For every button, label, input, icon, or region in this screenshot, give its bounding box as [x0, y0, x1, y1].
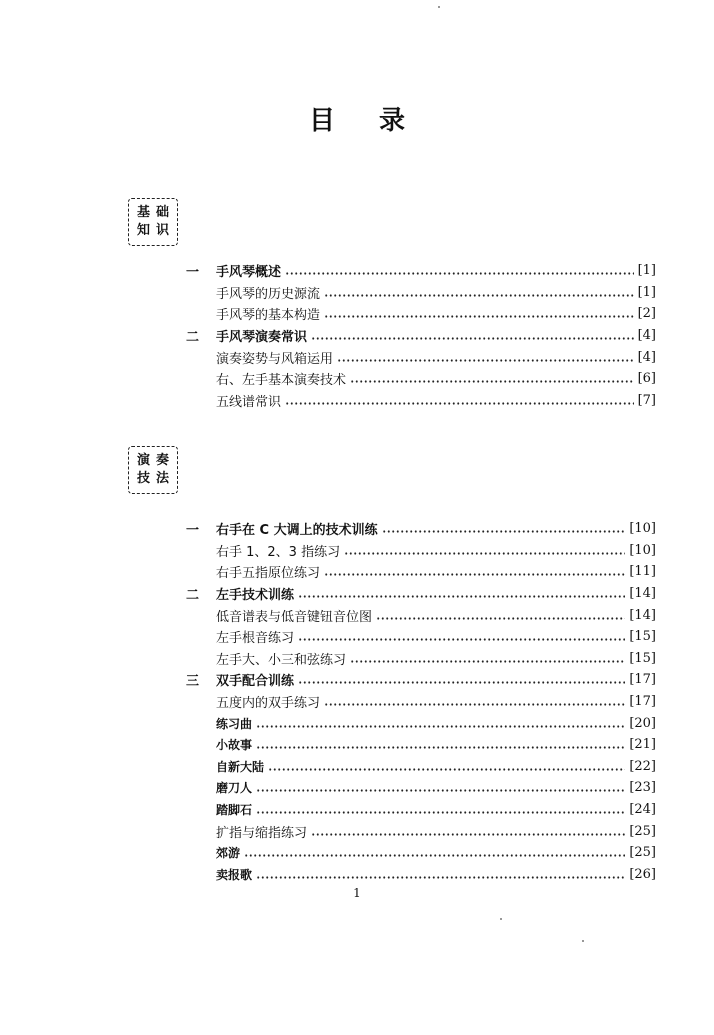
toc-page-number: [1] [637, 284, 656, 300]
toc-entry-row [186, 734, 656, 756]
toc-page-number: [14] [629, 607, 656, 623]
toc-entry-title: 右手在 C 大调上的技术训练 [216, 523, 378, 539]
dot-leader [382, 530, 626, 533]
page-number: 1 [353, 886, 361, 900]
toc-entry-row [186, 626, 656, 648]
dot-leader [298, 638, 625, 641]
toc-page-number: [25] [629, 823, 656, 839]
section-badge-techniques [128, 446, 178, 494]
toc-page-number: [7] [637, 392, 656, 408]
toc-entry-title: 右、左手基本演奏技术 [216, 373, 347, 389]
toc-page-number: [4] [637, 328, 656, 344]
toc-entry-title: 手风琴的基本构造 [216, 308, 321, 324]
toc-entry-title: 五度内的双手练习 [216, 696, 321, 712]
toc-section-basics [186, 260, 656, 411]
toc-entry-title: 右手五指原位练习 [216, 566, 321, 582]
toc-page-number: [17] [629, 694, 656, 710]
toc-page-number: [15] [629, 650, 656, 666]
dot-leader [285, 402, 634, 405]
toc-chapter-number: 一 [186, 523, 200, 539]
toc-chapter-number: 一 [186, 265, 200, 281]
badge-line: 知识 [136, 223, 175, 238]
badge-line: 演奏 [136, 453, 175, 468]
toc-chapter-row [186, 518, 656, 540]
toc-chapter-number: 二 [186, 588, 200, 604]
title-char: 录 [379, 106, 406, 136]
section-badge-basics [128, 198, 178, 246]
toc-entry-row [186, 712, 656, 734]
toc-page-number: [1] [637, 263, 656, 279]
toc-page-number: [25] [629, 845, 656, 861]
toc-entry-row [186, 390, 656, 412]
toc-entry-title: 低音谱表与低音键钮音位图 [216, 609, 373, 625]
toc-page-number: [10] [629, 521, 656, 537]
toc-entry-title: 双手配合训练 [216, 674, 295, 690]
toc-page-number: [20] [629, 715, 656, 731]
toc-entry-row [186, 648, 656, 670]
dot-leader [285, 272, 634, 275]
toc-page-number: [24] [629, 802, 656, 818]
toc-entry-title: 手风琴演奏常识 [216, 330, 308, 346]
toc-entry-title: 演奏姿势与风箱运用 [216, 351, 334, 367]
badge-line: 技法 [136, 471, 175, 486]
dot-leader [298, 681, 625, 684]
page-title [0, 100, 714, 137]
toc-entry-row [186, 561, 656, 583]
dot-leader [244, 854, 625, 857]
dot-leader [256, 789, 625, 792]
dot-leader [324, 294, 634, 297]
badge-line: 基础 [136, 205, 175, 220]
dot-leader [324, 703, 625, 706]
toc-page-number: [2] [637, 306, 656, 322]
scan-speck [438, 6, 440, 8]
dot-leader [268, 768, 625, 771]
toc-entry-title: 卖报歌 [216, 867, 253, 882]
dot-leader [337, 359, 634, 362]
toc-chapter-row [186, 325, 656, 347]
toc-entry-row [186, 756, 656, 778]
toc-chapter-number: 三 [186, 674, 200, 690]
dot-leader [344, 552, 625, 555]
dot-leader [376, 617, 625, 620]
dot-leader [350, 380, 634, 383]
toc-page-number: [6] [637, 371, 656, 387]
toc-page-number: [23] [629, 780, 656, 796]
dot-leader [350, 660, 625, 663]
title-char: 目 [308, 106, 335, 136]
toc-page-number: [11] [629, 564, 656, 580]
toc-entry-title: 手风琴概述 [216, 265, 282, 281]
dot-leader [311, 833, 625, 836]
toc-entry-title: 自新大陆 [216, 759, 265, 774]
toc-entry-title: 郊游 [216, 846, 241, 861]
toc-entry-row [186, 303, 656, 325]
scan-speck [500, 918, 502, 920]
toc-entry-row [186, 282, 656, 304]
dot-leader [311, 337, 634, 340]
toc-entry-row [186, 820, 656, 842]
toc-entry-row [186, 368, 656, 390]
dot-leader [256, 746, 625, 749]
dot-leader [298, 595, 625, 598]
toc-chapter-number: 二 [186, 330, 200, 346]
toc-entry-title: 手风琴的历史源流 [216, 286, 321, 302]
toc-entry-row [186, 540, 656, 562]
toc-entry-title: 小故事 [216, 738, 253, 753]
toc-page-number: [4] [637, 349, 656, 365]
dot-leader [324, 573, 625, 576]
toc-chapter-row [186, 669, 656, 691]
toc-page-number: [15] [629, 629, 656, 645]
toc-section-techniques [186, 518, 656, 885]
toc-page-number: [14] [629, 586, 656, 602]
toc-page-number: [22] [629, 758, 656, 774]
toc-entry-title: 踏脚石 [216, 803, 253, 818]
toc-entry-row [186, 842, 656, 864]
toc-entry-title: 左手技术训练 [216, 588, 295, 604]
toc-entry-row [186, 691, 656, 713]
toc-page-number: [21] [629, 737, 656, 753]
dot-leader [256, 725, 625, 728]
toc-chapter-row [186, 260, 656, 282]
dot-leader [256, 876, 625, 879]
dot-leader [256, 811, 625, 814]
toc-entry-title: 扩指与缩指练习 [216, 825, 308, 841]
dot-leader [324, 315, 634, 318]
toc-entry-title: 五线谱常识 [216, 394, 282, 410]
toc-entry-row [186, 799, 656, 821]
scan-speck [582, 940, 584, 942]
toc-entry-row [186, 777, 656, 799]
toc-chapter-row [186, 583, 656, 605]
toc-entry-title: 左手大、小三和弦练习 [216, 652, 347, 668]
toc-page-number: [17] [629, 672, 656, 688]
toc-entry-title: 磨刀人 [216, 781, 253, 796]
toc-entry-title: 练习曲 [216, 716, 253, 731]
toc-entry-row [186, 604, 656, 626]
toc-page-number: [26] [629, 866, 656, 882]
toc-page-number: [10] [629, 542, 656, 558]
toc-entry-row [186, 346, 656, 368]
toc-entry-title: 右手 1、2、3 指练习 [216, 544, 341, 560]
toc-entry-row [186, 864, 656, 886]
toc-entry-title: 左手根音练习 [216, 631, 295, 647]
